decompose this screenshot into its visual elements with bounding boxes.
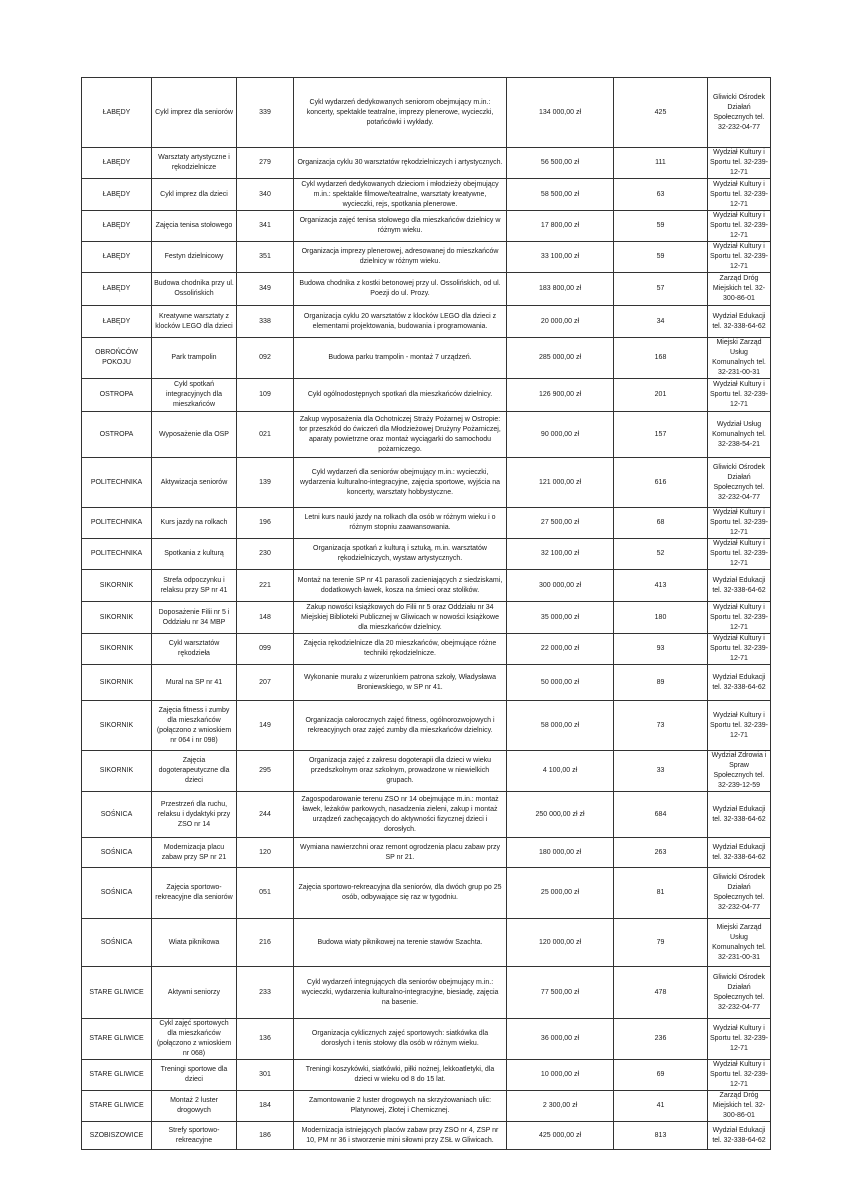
district-cell: ŁABĘDY (82, 179, 152, 211)
project-cost-cell: 20 000,00 zł (507, 306, 614, 338)
project-number-cell: 351 (237, 242, 294, 273)
table-row (82, 539, 771, 570)
project-description-cell: Cykl wydarzeń integrujących dla seniorów obejmujący m.in.: wycieczki, wydarzenia kulturalno-integracyjne, biesiadę, zajęcia na basenie. (294, 967, 507, 1019)
responsible-unit-cell: Gliwicki Ośrodek Działań Społecznych tel. 32-232-04-77 (708, 78, 771, 148)
votes-count-cell: 478 (614, 967, 708, 1019)
project-name-cell: Park trampolin (152, 338, 237, 379)
project-cost-cell: 56 500,00 zł (507, 148, 614, 179)
votes-count-cell: 168 (614, 338, 708, 379)
votes-count-cell: 73 (614, 701, 708, 751)
votes-count-cell: 59 (614, 242, 708, 273)
project-number-cell: 021 (237, 412, 294, 458)
table-row (82, 78, 771, 148)
project-number-cell: 207 (237, 665, 294, 701)
table-row (82, 967, 771, 1019)
project-name-cell: Aktywizacja seniorów (152, 458, 237, 508)
project-cost-cell: 134 000,00 zł (507, 78, 614, 148)
project-cost-cell: 32 100,00 zł (507, 539, 614, 570)
project-description-cell: Organizacja cyklu 30 warsztatów rękodzielniczych i artystycznych. (294, 148, 507, 179)
votes-count-cell: 236 (614, 1019, 708, 1060)
table-row (82, 838, 771, 868)
project-number-cell: 149 (237, 701, 294, 751)
table-row (82, 306, 771, 338)
project-name-cell: Strefa odpoczynku i relaksu przy SP nr 41 (152, 570, 237, 602)
table-body (82, 78, 771, 1150)
responsible-unit-cell: Wydział Zdrowia i Spraw Społecznych tel. 32-239-12-59 (708, 751, 771, 792)
table-row (82, 570, 771, 602)
district-cell: ŁABĘDY (82, 211, 152, 242)
project-cost-cell: 250 000,00 zł zł (507, 792, 614, 838)
project-cost-cell: 22 000,00 zł (507, 634, 614, 665)
project-name-cell: Treningi sportowe dla dzieci (152, 1060, 237, 1091)
project-number-cell: 092 (237, 338, 294, 379)
project-description-cell: Treningi koszykówki, siatkówki, piłki nożnej, lekkoatletyki, dla dzieci w wieku od 8 do 15 lat. (294, 1060, 507, 1091)
project-name-cell: Mural na SP nr 41 (152, 665, 237, 701)
table-row (82, 1060, 771, 1091)
project-description-cell: Budowa wiaty piknikowej na terenie stawów Szachta. (294, 919, 507, 967)
responsible-unit-cell: Wydział Edukacji tel. 32-338-64-62 (708, 570, 771, 602)
district-cell: STARE GLIWICE (82, 967, 152, 1019)
district-cell: SOŚNICA (82, 919, 152, 967)
project-description-cell: Zajęcia rękodzielnicze dla 20 mieszkańców, obejmujące różne techniki rękodzielnicze. (294, 634, 507, 665)
table-row (82, 508, 771, 539)
table-row (82, 412, 771, 458)
project-description-cell: Zakup wyposażenia dla Ochotniczej Straży Pożarnej w Ostropie: tor przeszkód do ćwiczeń dla Młodzieżowej Drużyny Pożarniczej, aparaty powietrzne oraz montaż wyciągarki do samochodu pożarniczego. (294, 412, 507, 458)
project-cost-cell: 35 000,00 zł (507, 602, 614, 634)
project-description-cell: Organizacja spotkań z kulturą i sztuką, m.in. warsztatów rękodzielniczych, wystaw artystycznych. (294, 539, 507, 570)
votes-count-cell: 413 (614, 570, 708, 602)
project-name-cell: Zajęcia tenisa stołowego (152, 211, 237, 242)
table-row (82, 634, 771, 665)
project-cost-cell: 183 800,00 zł (507, 273, 614, 306)
project-description-cell: Organizacja cyklicznych zajęć sportowych: siatkówka dla dorosłych i tenis stołowy dla osób w różnym wieku. (294, 1019, 507, 1060)
projects-table (81, 77, 771, 1150)
district-cell: STARE GLIWICE (82, 1091, 152, 1122)
project-name-cell: Cykl spotkań integracyjnych dla mieszkańców (152, 379, 237, 412)
project-cost-cell: 425 000,00 zł (507, 1122, 614, 1150)
project-cost-cell: 10 000,00 zł (507, 1060, 614, 1091)
project-description-cell: Zajęcia sportowo-rekreacyjna dla seniorów, dla dwóch grup po 25 osób, odbywające się raz w tygodniu. (294, 868, 507, 919)
project-cost-cell: 180 000,00 zł (507, 838, 614, 868)
project-description-cell: Montaż na terenie SP nr 41 parasoli zacieniających z siedziskami, dodatkowych ławek, kosza na śmieci oraz stolików. (294, 570, 507, 602)
table-row (82, 379, 771, 412)
votes-count-cell: 68 (614, 508, 708, 539)
project-cost-cell: 90 000,00 zł (507, 412, 614, 458)
project-name-cell: Zajęcia sportowo-rekreacyjne dla seniorów (152, 868, 237, 919)
votes-count-cell: 41 (614, 1091, 708, 1122)
project-name-cell: Przestrzeń dla ruchu, relaksu i dydaktyki przy ZSO nr 14 (152, 792, 237, 838)
project-name-cell: Cykl imprez dla seniorów (152, 78, 237, 148)
project-number-cell: 301 (237, 1060, 294, 1091)
votes-count-cell: 813 (614, 1122, 708, 1150)
district-cell: OSTROPA (82, 412, 152, 458)
project-cost-cell: 2 300,00 zł (507, 1091, 614, 1122)
district-cell: POLITECHNIKA (82, 458, 152, 508)
project-number-cell: 099 (237, 634, 294, 665)
table-row (82, 1019, 771, 1060)
votes-count-cell: 33 (614, 751, 708, 792)
project-name-cell: Strefy sportowo-rekreacyjne (152, 1122, 237, 1150)
district-cell: SOŚNICA (82, 838, 152, 868)
responsible-unit-cell: Wydział Kultury i Sportu tel. 32-239-12-71 (708, 539, 771, 570)
votes-count-cell: 34 (614, 306, 708, 338)
district-cell: SIKORNIK (82, 701, 152, 751)
project-description-cell: Zamontowanie 2 luster drogowych na skrzyżowaniach ulic: Platynowej, Złotej i Chemicznej. (294, 1091, 507, 1122)
project-description-cell: Zakup nowości książkowych do Filii nr 5 oraz Oddziału nr 34 Miejskiej Biblioteki Publicznej w Gliwicach w nowości książkowe dla mieszkańców dzielnicy. (294, 602, 507, 634)
responsible-unit-cell: Gliwicki Ośrodek Działań Społecznych tel. 32-232-04-77 (708, 458, 771, 508)
project-name-cell: Cykl warsztatów rękodzieła (152, 634, 237, 665)
votes-count-cell: 263 (614, 838, 708, 868)
project-name-cell: Festyn dzielnicowy (152, 242, 237, 273)
district-cell: SOŚNICA (82, 868, 152, 919)
votes-count-cell: 89 (614, 665, 708, 701)
votes-count-cell: 180 (614, 602, 708, 634)
table-row (82, 665, 771, 701)
project-name-cell: Aktywni seniorzy (152, 967, 237, 1019)
project-name-cell: Zajęcia fitness i zumby dla mieszkańców (połączono z wnioskiem nr 064 i nr 098) (152, 701, 237, 751)
project-name-cell: Doposażenie Filii nr 5 i Oddziału nr 34 MBP (152, 602, 237, 634)
project-cost-cell: 36 000,00 zł (507, 1019, 614, 1060)
project-number-cell: 184 (237, 1091, 294, 1122)
votes-count-cell: 616 (614, 458, 708, 508)
project-number-cell: 341 (237, 211, 294, 242)
project-number-cell: 295 (237, 751, 294, 792)
project-number-cell: 339 (237, 78, 294, 148)
responsible-unit-cell: Wydział Edukacji tel. 32-338-64-62 (708, 792, 771, 838)
responsible-unit-cell: Wydział Kultury i Sportu tel. 32-239-12-71 (708, 602, 771, 634)
district-cell: ŁABĘDY (82, 148, 152, 179)
project-number-cell: 279 (237, 148, 294, 179)
table-row (82, 701, 771, 751)
project-description-cell: Organizacja zajęć tenisa stołowego dla mieszkańców dzielnicy w różnym wieku. (294, 211, 507, 242)
project-description-cell: Wymiana nawierzchni oraz remont ogrodzenia placu zabaw przy SP nr 21. (294, 838, 507, 868)
table-row (82, 273, 771, 306)
district-cell: SIKORNIK (82, 602, 152, 634)
votes-count-cell: 201 (614, 379, 708, 412)
table-row (82, 602, 771, 634)
district-cell: SIKORNIK (82, 751, 152, 792)
project-cost-cell: 77 500,00 zł (507, 967, 614, 1019)
responsible-unit-cell: Gliwicki Ośrodek Działań Społecznych tel. 32-232-04-77 (708, 868, 771, 919)
votes-count-cell: 81 (614, 868, 708, 919)
district-cell: OBROŃCÓW POKOJU (82, 338, 152, 379)
project-name-cell: Warsztaty artystyczne i rękodzielnicze (152, 148, 237, 179)
district-cell: SIKORNIK (82, 634, 152, 665)
responsible-unit-cell: Zarząd Dróg Miejskich tel. 32-300-86-01 (708, 1091, 771, 1122)
table-row (82, 211, 771, 242)
project-number-cell: 186 (237, 1122, 294, 1150)
project-description-cell: Cykl wydarzeń dedykowanych seniorom obejmujący m.in.: koncerty, spektakle teatralne, imprezy plenerowe, wycieczki, potańcówki i wykłady. (294, 78, 507, 148)
district-cell: STARE GLIWICE (82, 1060, 152, 1091)
votes-count-cell: 111 (614, 148, 708, 179)
votes-count-cell: 425 (614, 78, 708, 148)
project-cost-cell: 58 500,00 zł (507, 179, 614, 211)
district-cell: SOŚNICA (82, 792, 152, 838)
project-cost-cell: 120 000,00 zł (507, 919, 614, 967)
responsible-unit-cell: Wydział Kultury i Sportu tel. 32-239-12-71 (708, 179, 771, 211)
project-number-cell: 338 (237, 306, 294, 338)
table-row (82, 1122, 771, 1150)
district-cell: SIKORNIK (82, 665, 152, 701)
project-cost-cell: 33 100,00 zł (507, 242, 614, 273)
project-name-cell: Wiata piknikowa (152, 919, 237, 967)
project-name-cell: Kurs jazdy na rolkach (152, 508, 237, 539)
responsible-unit-cell: Wydział Kultury i Sportu tel. 32-239-12-71 (708, 242, 771, 273)
project-cost-cell: 25 000,00 zł (507, 868, 614, 919)
responsible-unit-cell: Wydział Usług Komunalnych tel. 32-238-54-21 (708, 412, 771, 458)
project-number-cell: 051 (237, 868, 294, 919)
project-description-cell: Cykl wydarzeń dedykowanych dzieciom i młodzieży obejmujący m.in.: spektakle filmowe/teatralne, warsztaty kreatywne, wycieczki, rejs, spotkania plenerowe. (294, 179, 507, 211)
project-name-cell: Zajęcia dogoterapeutyczne dla dzieci (152, 751, 237, 792)
table-row (82, 868, 771, 919)
project-cost-cell: 17 800,00 zł (507, 211, 614, 242)
district-cell: SIKORNIK (82, 570, 152, 602)
votes-count-cell: 157 (614, 412, 708, 458)
project-cost-cell: 50 000,00 zł (507, 665, 614, 701)
table-row (82, 792, 771, 838)
table-row (82, 338, 771, 379)
district-cell: STARE GLIWICE (82, 1019, 152, 1060)
votes-count-cell: 93 (614, 634, 708, 665)
responsible-unit-cell: Miejski Zarząd Usług Komunalnych tel. 32-231-00-31 (708, 919, 771, 967)
table-row (82, 751, 771, 792)
project-description-cell: Letni kurs nauki jazdy na rolkach dla osób w różnym wieku i o różnym stopniu zaawansowania. (294, 508, 507, 539)
table-row (82, 919, 771, 967)
votes-count-cell: 79 (614, 919, 708, 967)
responsible-unit-cell: Gliwicki Ośrodek Działań Społecznych tel. 32-232-04-77 (708, 967, 771, 1019)
responsible-unit-cell: Wydział Kultury i Sportu tel. 32-239-12-71 (708, 379, 771, 412)
project-description-cell: Organizacja całorocznych zajęć fitness, ogólnorozwojowych i rekreacyjnych oraz zajęć zumby dla mieszkańców dzielnicy. (294, 701, 507, 751)
votes-count-cell: 59 (614, 211, 708, 242)
responsible-unit-cell: Wydział Kultury i Sportu tel. 32-239-12-71 (708, 1019, 771, 1060)
table-row (82, 148, 771, 179)
project-number-cell: 109 (237, 379, 294, 412)
project-number-cell: 136 (237, 1019, 294, 1060)
district-cell: ŁABĘDY (82, 306, 152, 338)
district-cell: ŁABĘDY (82, 242, 152, 273)
project-number-cell: 120 (237, 838, 294, 868)
project-description-cell: Zagospodarowanie terenu ZSO nr 14 obejmujące m.in.: montaż ławek, leżaków parkowych, nasadzenia zieleni, zakup i montaż urządzeń zachęcających do aktywności fizycznej dzieci i dorosłych. (294, 792, 507, 838)
project-cost-cell: 300 000,00 zł (507, 570, 614, 602)
district-cell: POLITECHNIKA (82, 508, 152, 539)
responsible-unit-cell: Wydział Edukacji tel. 32-338-64-62 (708, 665, 771, 701)
responsible-unit-cell: Wydział Kultury i Sportu tel. 32-239-12-71 (708, 1060, 771, 1091)
votes-count-cell: 63 (614, 179, 708, 211)
project-number-cell: 216 (237, 919, 294, 967)
responsible-unit-cell: Wydział Kultury i Sportu tel. 32-239-12-71 (708, 701, 771, 751)
project-description-cell: Budowa chodnika z kostki betonowej przy ul. Ossolińskich, od ul. Poezji do ul. Prozy. (294, 273, 507, 306)
project-name-cell: Montaż 2 luster drogowych (152, 1091, 237, 1122)
project-number-cell: 230 (237, 539, 294, 570)
project-cost-cell: 285 000,00 zł (507, 338, 614, 379)
project-name-cell: Wyposażenie dla OSP (152, 412, 237, 458)
votes-count-cell: 684 (614, 792, 708, 838)
project-description-cell: Budowa parku trampolin - montaż 7 urządzeń. (294, 338, 507, 379)
project-description-cell: Cykl wydarzeń dla seniorów obejmujący m.in.: wycieczki, wydarzenia kulturalno-integracyjne, zajęcia sportowe, wyjścia na koncerty, warsztaty hobbystyczne. (294, 458, 507, 508)
district-cell: ŁABĘDY (82, 78, 152, 148)
project-description-cell: Cykl ogólnodostępnych spotkań dla mieszkańców dzielnicy. (294, 379, 507, 412)
project-cost-cell: 58 000,00 zł (507, 701, 614, 751)
project-cost-cell: 121 000,00 zł (507, 458, 614, 508)
project-description-cell: Modernizacja istniejących placów zabaw przy ZSO nr 4, ZSP nr 10, PM nr 36 i stworzenie mini siłowni przy ZSŁ w Gliwicach. (294, 1122, 507, 1150)
votes-count-cell: 57 (614, 273, 708, 306)
project-number-cell: 233 (237, 967, 294, 1019)
project-name-cell: Modernizacja placu zabaw przy SP nr 21 (152, 838, 237, 868)
project-description-cell: Wykonanie muralu z wizerunkiem patrona szkoły, Władysława Broniewskiego, w SP nr 41. (294, 665, 507, 701)
project-number-cell: 349 (237, 273, 294, 306)
district-cell: SZOBISZOWICE (82, 1122, 152, 1150)
project-cost-cell: 27 500,00 zł (507, 508, 614, 539)
responsible-unit-cell: Wydział Kultury i Sportu tel. 32-239-12-71 (708, 508, 771, 539)
project-number-cell: 340 (237, 179, 294, 211)
responsible-unit-cell: Wydział Kultury i Sportu tel. 32-239-12-71 (708, 211, 771, 242)
table-row (82, 458, 771, 508)
project-number-cell: 221 (237, 570, 294, 602)
project-number-cell: 244 (237, 792, 294, 838)
project-number-cell: 139 (237, 458, 294, 508)
table-row (82, 1091, 771, 1122)
district-cell: ŁABĘDY (82, 273, 152, 306)
district-cell: OSTROPA (82, 379, 152, 412)
responsible-unit-cell: Wydział Kultury i Sportu tel. 32-239-12-71 (708, 148, 771, 179)
responsible-unit-cell: Wydział Kultury i Sportu tel. 32-239-12-71 (708, 634, 771, 665)
district-cell: POLITECHNIKA (82, 539, 152, 570)
project-cost-cell: 4 100,00 zł (507, 751, 614, 792)
votes-count-cell: 69 (614, 1060, 708, 1091)
project-name-cell: Cykl zajęć sportowych dla mieszkańców (połączono z wnioskiem nr 068) (152, 1019, 237, 1060)
responsible-unit-cell: Zarząd Dróg Miejskich tel. 32-300-86-01 (708, 273, 771, 306)
project-cost-cell: 126 900,00 zł (507, 379, 614, 412)
table-row (82, 242, 771, 273)
votes-count-cell: 52 (614, 539, 708, 570)
project-name-cell: Spotkania z kulturą (152, 539, 237, 570)
project-number-cell: 196 (237, 508, 294, 539)
project-description-cell: Organizacja cyklu 20 warsztatów z klocków LEGO dla dzieci z elementami projektowania, budowania i programowania. (294, 306, 507, 338)
responsible-unit-cell: Wydział Edukacji tel. 32-338-64-62 (708, 1122, 771, 1150)
project-description-cell: Organizacja zajęć z zakresu dogoterapii dla dzieci w wieku przedszkolnym oraz szkolnym, prowadzone w niewielkich grupach. (294, 751, 507, 792)
responsible-unit-cell: Miejski Zarząd Usług Komunalnych tel. 32-231-00-31 (708, 338, 771, 379)
responsible-unit-cell: Wydział Edukacji tel. 32-338-64-62 (708, 306, 771, 338)
responsible-unit-cell: Wydział Edukacji tel. 32-338-64-62 (708, 838, 771, 868)
project-name-cell: Cykl imprez dla dzieci (152, 179, 237, 211)
project-number-cell: 148 (237, 602, 294, 634)
table-row (82, 179, 771, 211)
project-description-cell: Organizacja imprezy plenerowej, adresowanej do mieszkańców dzielnicy w różnym wieku. (294, 242, 507, 273)
project-name-cell: Kreatywne warsztaty z klocków LEGO dla dzieci (152, 306, 237, 338)
project-name-cell: Budowa chodnika przy ul. Ossolińskich (152, 273, 237, 306)
